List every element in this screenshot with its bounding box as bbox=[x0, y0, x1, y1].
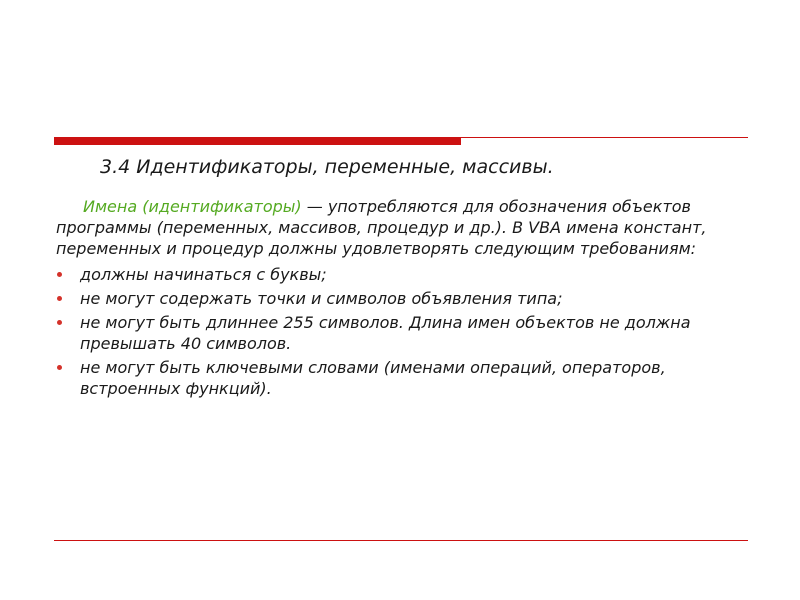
bullet-dot-icon bbox=[57, 296, 62, 301]
list-item bbox=[56, 288, 756, 309]
list-item bbox=[56, 264, 756, 285]
slide-content bbox=[56, 196, 756, 402]
bullet-dot-icon bbox=[57, 320, 62, 325]
intro-term: Имена (идентификаторы) bbox=[83, 197, 302, 216]
top-accent-bar bbox=[54, 137, 461, 145]
list-item bbox=[56, 357, 756, 399]
top-divider-line bbox=[461, 137, 748, 138]
bullet-dot-icon bbox=[57, 272, 62, 277]
requirements-list bbox=[56, 264, 756, 399]
bullet-dot-icon bbox=[57, 365, 62, 370]
list-item-text: не могут быть длиннее 255 символов. Длина имен объектов не должна превышать 40 символов. bbox=[80, 313, 691, 353]
list-item-text: не могут содержать точки и символов объявления типа; bbox=[80, 289, 563, 308]
list-item-text: не могут быть ключевыми словами (именами операций, операторов, встроенных функций). bbox=[80, 358, 666, 398]
intro-paragraph bbox=[56, 196, 756, 259]
intro-text: — употребляются для обозначения объектов программы (переменных, массивов, процедур и др.). В VBA имена констант, переменных и процедур должны удовлетворять следующим требованиям: bbox=[56, 197, 707, 258]
list-item bbox=[56, 312, 756, 354]
bottom-divider-line bbox=[54, 540, 748, 541]
slide-title: 3.4 Идентификаторы, переменные, массивы. bbox=[100, 156, 554, 178]
list-item-text: должны начинаться с буквы; bbox=[80, 265, 327, 284]
